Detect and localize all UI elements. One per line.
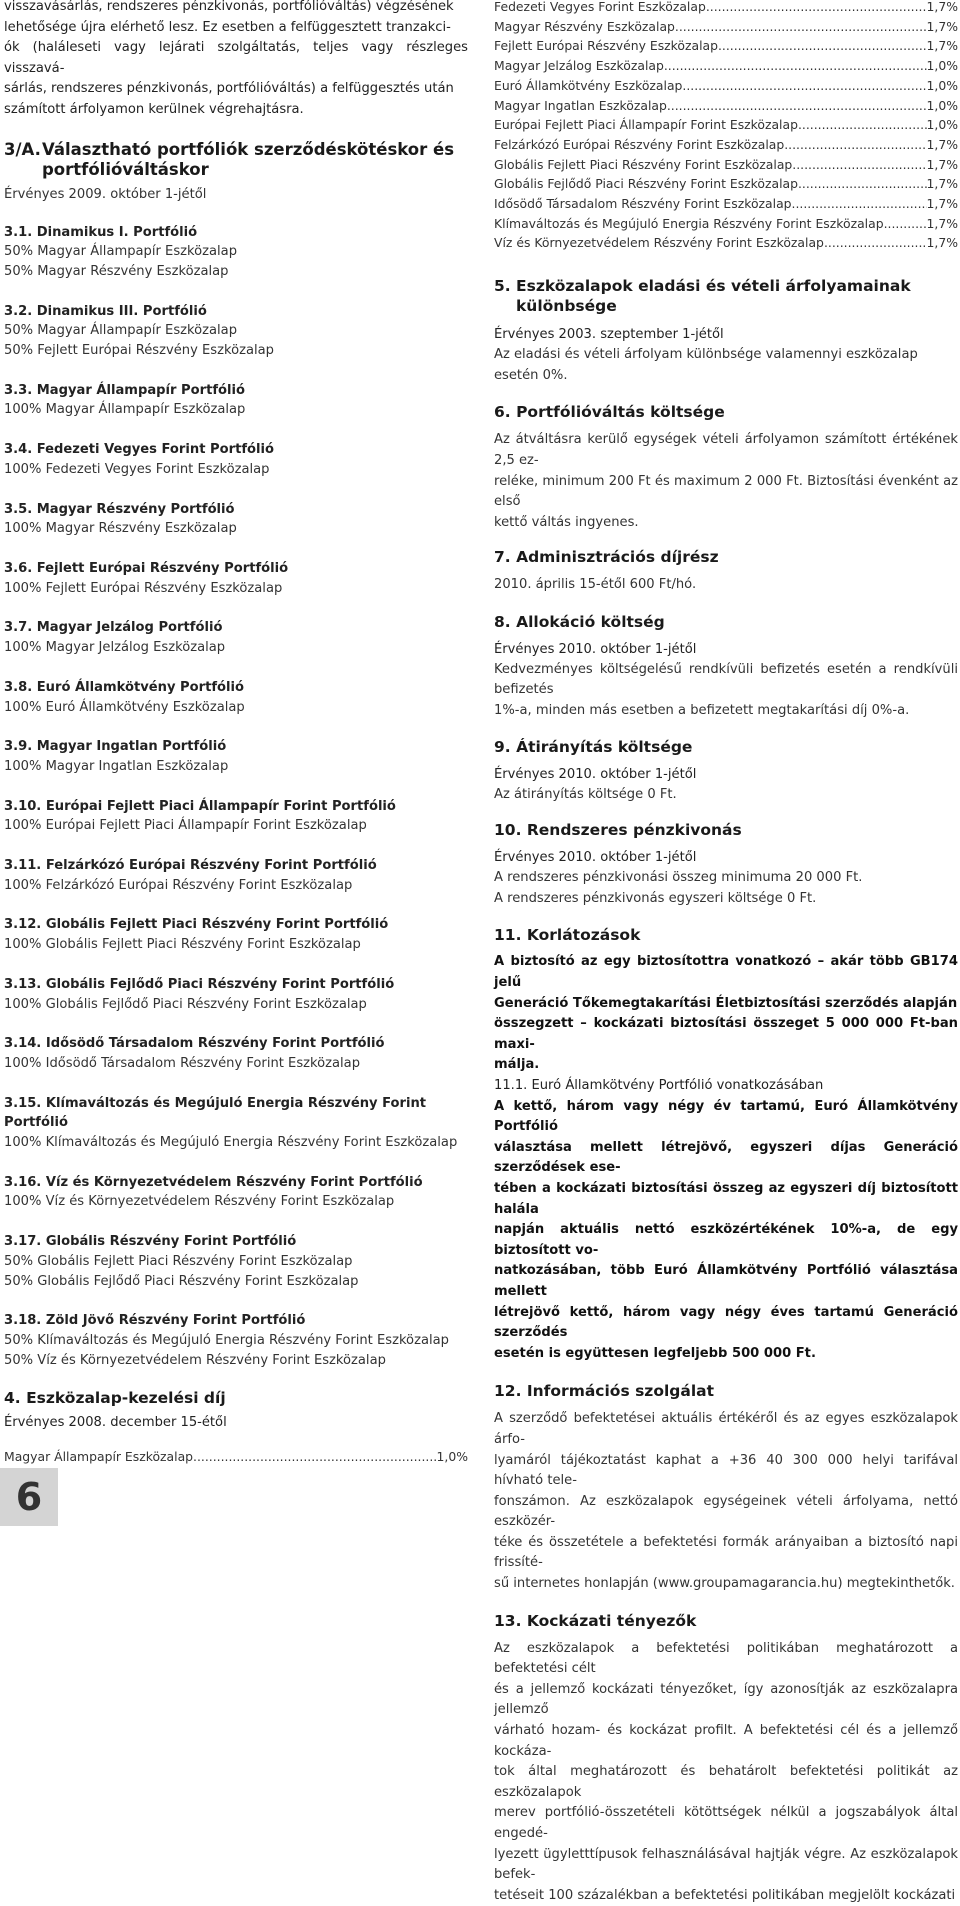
fee-leader-dots	[824, 233, 927, 253]
fee-row	[494, 36, 958, 56]
portfolio-allocation-line: 100% Európai Fejlett Piaci Állampapír Forint Eszközalap	[4, 818, 367, 834]
portfolio-item	[4, 678, 468, 717]
portfolio-heading: 3.6. Fejlett Európai Részvény Portfólió	[4, 561, 289, 576]
portfolio-heading: 3.14. Idősödő Társadalom Részvény Forint Portfólió	[4, 1036, 385, 1052]
fee-leader-dots	[884, 214, 927, 234]
section-11-line: összegzett – kockázati biztosítási összeget 5 000 000 Ft-ban maxi-	[494, 1016, 958, 1052]
portfolio-item	[4, 915, 468, 954]
portfolio-allocation-line: 100% Globális Fejlett Piaci Részvény Forint Eszközalap	[4, 937, 361, 953]
section-11-sub-line: natkozásában, több Euró Államkötvény Portfólió választása mellett	[494, 1263, 958, 1299]
portfolio-heading: 3.11. Felzárkózó Európai Részvény Forint Portfólió	[4, 858, 377, 874]
fee-fund-name: Európai Fejlett Piaci Állampapír Forint Eszközalap	[494, 117, 798, 133]
section-5-title-line2: különbsége	[516, 297, 617, 316]
fee-row	[494, 96, 958, 116]
portfolio-item	[4, 500, 468, 539]
fee-value: 1,7%	[926, 215, 958, 231]
section-11-sub-line: napján aktuális nettó eszközértékének 10%-a, de egy biztosított vo-	[494, 1222, 958, 1258]
portfolio-item	[4, 1173, 468, 1212]
fee-fund-name: Víz és Környezetvédelem Részvény Forint Eszközalap	[494, 235, 824, 251]
intro-line: lehetősége újra elérhető lesz. Ez esetben a felfüggesztett tranzakci-	[4, 19, 451, 35]
intro-line: visszavásárlás, rendszeres pénzkivonás, portfólióváltás) végzésének	[4, 0, 454, 14]
section-6	[494, 402, 958, 533]
page-number-badge	[0, 1468, 58, 1526]
portfolio-item	[4, 975, 468, 1014]
fee-value: 1,0%	[436, 1449, 468, 1465]
fee-leader-dots	[706, 0, 927, 17]
fee-value: 1,7%	[926, 176, 958, 192]
section-4	[4, 1388, 468, 1467]
fee-fund-name: Globális Fejlődő Piaci Részvény Forint Eszközalap	[494, 176, 798, 192]
intro-line: számított árfolyamon kerülnek végrehajtásra.	[4, 101, 304, 117]
portfolio-item	[4, 797, 468, 836]
portfolio-heading: 3.4. Fedezeti Vegyes Forint Portfólió	[4, 442, 274, 458]
section-10-heading: 10. Rendszeres pénzkivonás	[494, 821, 742, 840]
fee-fund-name: Magyar Állampapír Eszközalap	[4, 1449, 194, 1465]
section-6-line: kettő váltás ingyenes.	[494, 514, 639, 530]
fee-value: 1,7%	[926, 38, 958, 54]
fee-fund-name: Fejlett Európai Részvény Eszközalap	[494, 38, 718, 54]
section-12-line: A szerződő befektetései aktuális értékéről és az egyes eszközalapok árfo-	[494, 1411, 958, 1447]
portfolio-allocation-line: 100% Felzárkózó Európai Részvény Forint Eszközalap	[4, 877, 353, 893]
section-3a-valid-date: Érvényes 2009. október 1-jétől	[4, 186, 207, 202]
fee-fund-name: Felzárkózó Európai Részvény Forint Eszközalap	[494, 136, 785, 152]
section-5-text: Az eladási és vételi árfolyam különbsége valamennyi eszközalap esetén 0%.	[494, 347, 918, 383]
portfolio-allocation-line: 50% Magyar Állampapír Eszközalap	[4, 323, 238, 339]
portfolio-heading: 3.13. Globális Fejlődő Piaci Részvény Forint Portfólió	[4, 976, 395, 992]
section-3a	[4, 140, 468, 1371]
fee-leader-dots	[664, 56, 927, 76]
fee-value: 1,7%	[926, 196, 958, 212]
fee-value: 1,0%	[926, 77, 958, 93]
fee-fund-name: Globális Fejlett Piaci Részvény Forint Eszközalap	[494, 156, 793, 172]
fee-leader-dots	[798, 174, 927, 194]
section-12-heading: 12. Információs szolgálat	[494, 1382, 715, 1401]
section-12-line: lyamáról tájékoztatást kaphat a +36 40 300 000 helyi tarifával hívható tele-	[494, 1452, 958, 1489]
section-5-number: 5.	[494, 277, 511, 296]
portfolio-heading: 3.15. Klímaváltozás és Megújuló Energia Részvény Forint Portfólió	[4, 1095, 427, 1131]
fee-value: 1,7%	[926, 18, 958, 34]
portfolio-heading: 3.18. Zöld Jövő Részvény Forint Portfólió	[4, 1313, 306, 1329]
fee-row	[494, 194, 958, 214]
section-13-line: merev portfólió-összetételi kötöttségek nélkül a jogszabályok által engedé-	[494, 1805, 958, 1842]
intro-paragraph	[4, 0, 468, 121]
fee-value: 1,7%	[926, 136, 958, 152]
portfolio-item	[4, 737, 468, 776]
fee-leader-dots	[675, 17, 927, 37]
section-6-body	[494, 430, 958, 533]
fee-leader-dots	[792, 155, 926, 175]
section-10	[494, 820, 958, 909]
fee-row	[494, 56, 958, 76]
portfolio-item	[4, 856, 468, 895]
fee-fund-name: Magyar Jelzálog Eszközalap	[494, 58, 664, 74]
section-9	[494, 737, 958, 806]
fee-fund-name: Magyar Részvény Eszközalap	[494, 18, 675, 34]
fee-leader-dots	[682, 76, 926, 96]
section-7-heading: 7. Adminisztrációs díjrész	[494, 548, 719, 567]
fee-row	[494, 233, 958, 253]
fee-row	[494, 214, 958, 234]
fee-row	[494, 155, 958, 175]
section-6-line: Az átváltásra kerülő egységek vételi árfolyamon számított értékének 2,5 ez-	[494, 432, 958, 468]
portfolio-allocation-line: 100% Magyar Jelzálog Eszközalap	[4, 640, 226, 656]
section-9-text: Az átirányítás költsége 0 Ft.	[494, 786, 677, 802]
portfolio-heading: 3.17. Globális Részvény Forint Portfólió	[4, 1234, 297, 1250]
section-3a-heading	[4, 140, 468, 180]
section-5-title-line1: Eszközalapok eladási és vételi árfolyamainak	[516, 277, 911, 296]
fee-fund-name: Klímaváltozás és Megújuló Energia Részvény Forint Eszközalap	[494, 215, 884, 231]
portfolio-item	[4, 1311, 468, 1370]
portfolio-item	[4, 381, 468, 420]
fee-value: 1,7%	[926, 0, 958, 14]
section-11-sub-line: tében a kockázati biztosítási összeg az egyszeri díj biztosított halála	[494, 1180, 958, 1217]
section-10-line: A rendszeres pénzkivonás egyszeri költsége 0 Ft.	[494, 890, 817, 906]
fee-row	[494, 76, 958, 96]
fee-fund-name: Fedezeti Vegyes Forint Eszközalap	[494, 0, 706, 14]
portfolio-heading: 3.12. Globális Fejlett Piaci Részvény Forint Portfólió	[4, 917, 389, 933]
portfolio-item	[4, 1094, 468, 1153]
portfolio-item	[4, 440, 468, 479]
portfolio-heading: 3.1. Dinamikus I. Portfólió	[4, 224, 198, 240]
section-11-sub-line: választása mellett létrejövő, egyszeri díjas Generáció szerződések ese-	[494, 1139, 958, 1176]
section-11	[494, 925, 958, 1364]
portfolio-allocation-line: 100% Fejlett Európai Részvény Eszközalap	[4, 580, 283, 596]
section-8-line: 1%-a, minden más esetben a befizetett megtakarítási díj 0%-a.	[494, 703, 910, 719]
portfolio-item	[4, 223, 468, 282]
portfolio-allocation-line: 50% Magyar Részvény Eszközalap	[4, 263, 229, 279]
section-11-line: Generáció Tőkemegtakarítási Életbiztosítási szerződés alapján	[494, 995, 958, 1011]
section-12-line: sű internetes honlapján (www.groupamagarancia.hu) megtekinthetők.	[494, 1576, 955, 1592]
section-11-line: A biztosító az egy biztosítottra vonatkozó – akár több GB174 jelű	[494, 954, 958, 991]
fee-row	[494, 17, 958, 37]
section-11-sub-line: esetén is együttesen legfeljebb 500 000 Ft.	[494, 1345, 816, 1361]
section-12-line: fonszámon. Az eszközalapok egységeinek vételi árfolyama, nettó eszközér-	[494, 1493, 958, 1530]
portfolio-item	[4, 1232, 468, 1291]
fee-row	[494, 115, 958, 135]
intro-line: ók (haláleseti vagy lejárati szolgáltatás, teljes vagy részleges visszavá-	[4, 40, 468, 76]
fee-leader-dots	[193, 1447, 436, 1467]
section-13-line: és a jellemző kockázati tényezőket, így azonosítják az eszközalapra jellemző	[494, 1681, 958, 1718]
section-10-valid-date: Érvényes 2010. október 1-jétől	[494, 850, 697, 866]
portfolio-allocation-line: 100% Globális Fejlődő Piaci Részvény Forint Eszközalap	[4, 996, 367, 1012]
portfolio-list	[4, 223, 468, 1371]
portfolio-allocation-line: 50% Globális Fejlett Piaci Részvény Forint Eszközalap	[4, 1253, 353, 1269]
fee-fund-name: Euró Államkötvény Eszközalap	[494, 77, 683, 93]
portfolio-allocation-line: 100% Víz és Környezetvédelem Részvény Forint Eszközalap	[4, 1194, 395, 1210]
fee-list-left	[4, 1447, 468, 1467]
portfolio-allocation-line: 50% Víz és Környezetvédelem Részvény Forint Eszközalap	[4, 1352, 386, 1368]
portfolio-heading: 3.5. Magyar Részvény Portfólió	[4, 501, 235, 517]
section-12-line: téke és összetétele a befektetési formák arányaiban a biztosító napi frissíté-	[494, 1534, 958, 1571]
portfolio-heading: 3.8. Euró Államkötvény Portfólió	[4, 679, 245, 695]
fee-leader-dots	[667, 96, 927, 116]
section-5-heading	[494, 276, 958, 316]
section-11-subheading: 11.1. Euró Államkötvény Portfólió vonatkozásában	[494, 1078, 824, 1094]
portfolio-allocation-line: 100% Magyar Ingatlan Eszközalap	[4, 758, 229, 774]
section-3a-title-line2: portfólióváltáskor	[42, 159, 209, 179]
section-7-text: 2010. április 15-étől 600 Ft/hó.	[494, 577, 697, 593]
page-number: 6	[15, 1475, 43, 1519]
fee-value: 1,0%	[926, 97, 958, 113]
portfolio-heading: 3.10. Európai Fejlett Piaci Állampapír Forint Portfólió	[4, 798, 396, 814]
section-5	[494, 276, 958, 386]
portfolio-item	[4, 1034, 468, 1073]
fee-value: 1,0%	[926, 117, 958, 133]
section-12	[494, 1381, 958, 1594]
section-11-sub-line: létrejövő kettő, három vagy négy éves tartamú Generáció szerződés	[494, 1304, 958, 1341]
portfolio-allocation-line: 50% Magyar Állampapír Eszközalap	[4, 244, 238, 260]
fee-row	[494, 174, 958, 194]
fee-leader-dots	[792, 194, 927, 214]
section-8-heading: 8. Allokáció költség	[494, 612, 665, 631]
section-11-sub-line: A kettő, három vagy négy év tartamú, Euró Államkötvény Portfólió	[494, 1098, 958, 1135]
section-13-line: lyezett ügyletttípusok felhasználásával hajtják végre. Az eszközalapok befek-	[494, 1846, 958, 1883]
portfolio-heading: 3.16. Víz és Környezetvédelem Részvény Forint Portfólió	[4, 1174, 423, 1190]
right-column	[494, 0, 958, 1906]
fee-list-right	[494, 0, 958, 253]
section-13-line: várható hozam- és kockázat profilt. A befektetési cél és a jellemző kockáza-	[494, 1723, 958, 1759]
section-8	[494, 612, 958, 722]
portfolio-heading: 3.3. Magyar Állampapír Portfólió	[4, 382, 246, 398]
section-3a-title-line1: Választható portfóliók szerződéskötéskor és	[42, 139, 455, 159]
section-7	[494, 547, 958, 596]
section-13-line: tetéseit 100 százalékban a befektetési politikában megjelölt kockázati	[494, 1887, 956, 1903]
fee-leader-dots	[784, 135, 926, 155]
fee-fund-name: Magyar Ingatlan Eszközalap	[494, 97, 667, 113]
portfolio-allocation-line: 100% Euró Államkötvény Eszközalap	[4, 699, 245, 715]
portfolio-allocation-line: 100% Magyar Részvény Eszközalap	[4, 521, 237, 537]
portfolio-allocation-line: 50% Klímaváltozás és Megújuló Energia Részvény Forint Eszközalap	[4, 1332, 449, 1348]
portfolio-heading: 3.2. Dinamikus III. Portfólió	[4, 303, 207, 319]
section-6-heading: 6. Portfólióváltás költsége	[494, 403, 725, 422]
portfolio-item	[4, 618, 468, 657]
section-12-body	[494, 1409, 958, 1594]
section-13-line: Az eszközalapok a befektetési politikában meghatározott a befektetési célt	[494, 1640, 958, 1677]
section-13	[494, 1611, 958, 1906]
intro-line: sárlás, rendszeres pénzkivonás, portfólióváltás) a felfüggesztés után	[4, 81, 454, 97]
section-10-line: A rendszeres pénzkivonási összeg minimuma 20 000 Ft.	[494, 870, 863, 886]
portfolio-item	[4, 559, 468, 598]
section-3a-number: 3/A.	[4, 139, 41, 159]
fee-leader-dots	[718, 36, 927, 56]
section-13-line: tok által meghatározott és behatárolt befektetési politikát az eszközalapok	[494, 1764, 958, 1800]
section-13-body	[494, 1639, 958, 1906]
portfolio-allocation-line: 100% Idősödő Társadalom Részvény Forint Eszközalap	[4, 1055, 361, 1071]
section-6-line: reléke, minimum 200 Ft és maximum 2 000 Ft. Biztosítási évenként az első	[494, 473, 958, 510]
portfolio-allocation-line: 100% Fedezeti Vegyes Forint Eszközalap	[4, 461, 270, 477]
fee-leader-dots	[798, 115, 927, 135]
fee-row	[494, 135, 958, 155]
fee-value: 1,7%	[926, 235, 958, 251]
section-11-heading: 11. Korlátozások	[494, 926, 641, 945]
section-4-heading: 4. Eszközalap-kezelési díj	[4, 1389, 226, 1408]
fee-value: 1,0%	[926, 58, 958, 74]
section-4-valid-date: Érvényes 2008. december 15-étől	[4, 1415, 227, 1431]
left-column	[4, 0, 468, 1467]
portfolio-item	[4, 302, 468, 361]
portfolio-allocation-line: 50% Globális Fejlődő Piaci Részvény Forint Eszközalap	[4, 1273, 359, 1289]
portfolio-allocation-line: 100% Magyar Állampapír Eszközalap	[4, 402, 246, 418]
section-9-valid-date: Érvényes 2010. október 1-jétől	[494, 766, 697, 782]
section-9-heading: 9. Átirányítás költsége	[494, 737, 693, 756]
section-13-heading: 13. Kockázati tényezők	[494, 1611, 697, 1630]
fee-fund-name: Idősödő Társadalom Részvény Forint Eszközalap	[494, 196, 792, 212]
section-11-body	[494, 952, 958, 1364]
section-8-line: Kedvezményes költségelésű rendkívüli befizetés esetén a rendkívüli befizetés	[494, 661, 958, 698]
fee-row	[4, 1447, 468, 1467]
section-5-valid-date: Érvényes 2003. szeptember 1-jétől	[494, 327, 724, 343]
fee-row	[494, 0, 958, 17]
section-11-line: málja.	[494, 1057, 540, 1073]
portfolio-heading: 3.9. Magyar Ingatlan Portfólió	[4, 739, 227, 755]
portfolio-allocation-line: 50% Fejlett Európai Részvény Eszközalap	[4, 343, 274, 359]
portfolio-allocation-line: 100% Klímaváltozás és Megújuló Energia Részvény Forint Eszközalap	[4, 1135, 458, 1151]
portfolio-heading: 3.7. Magyar Jelzálog Portfólió	[4, 620, 223, 636]
fee-value: 1,7%	[926, 156, 958, 172]
section-8-valid-date: Érvényes 2010. október 1-jétől	[494, 641, 697, 657]
